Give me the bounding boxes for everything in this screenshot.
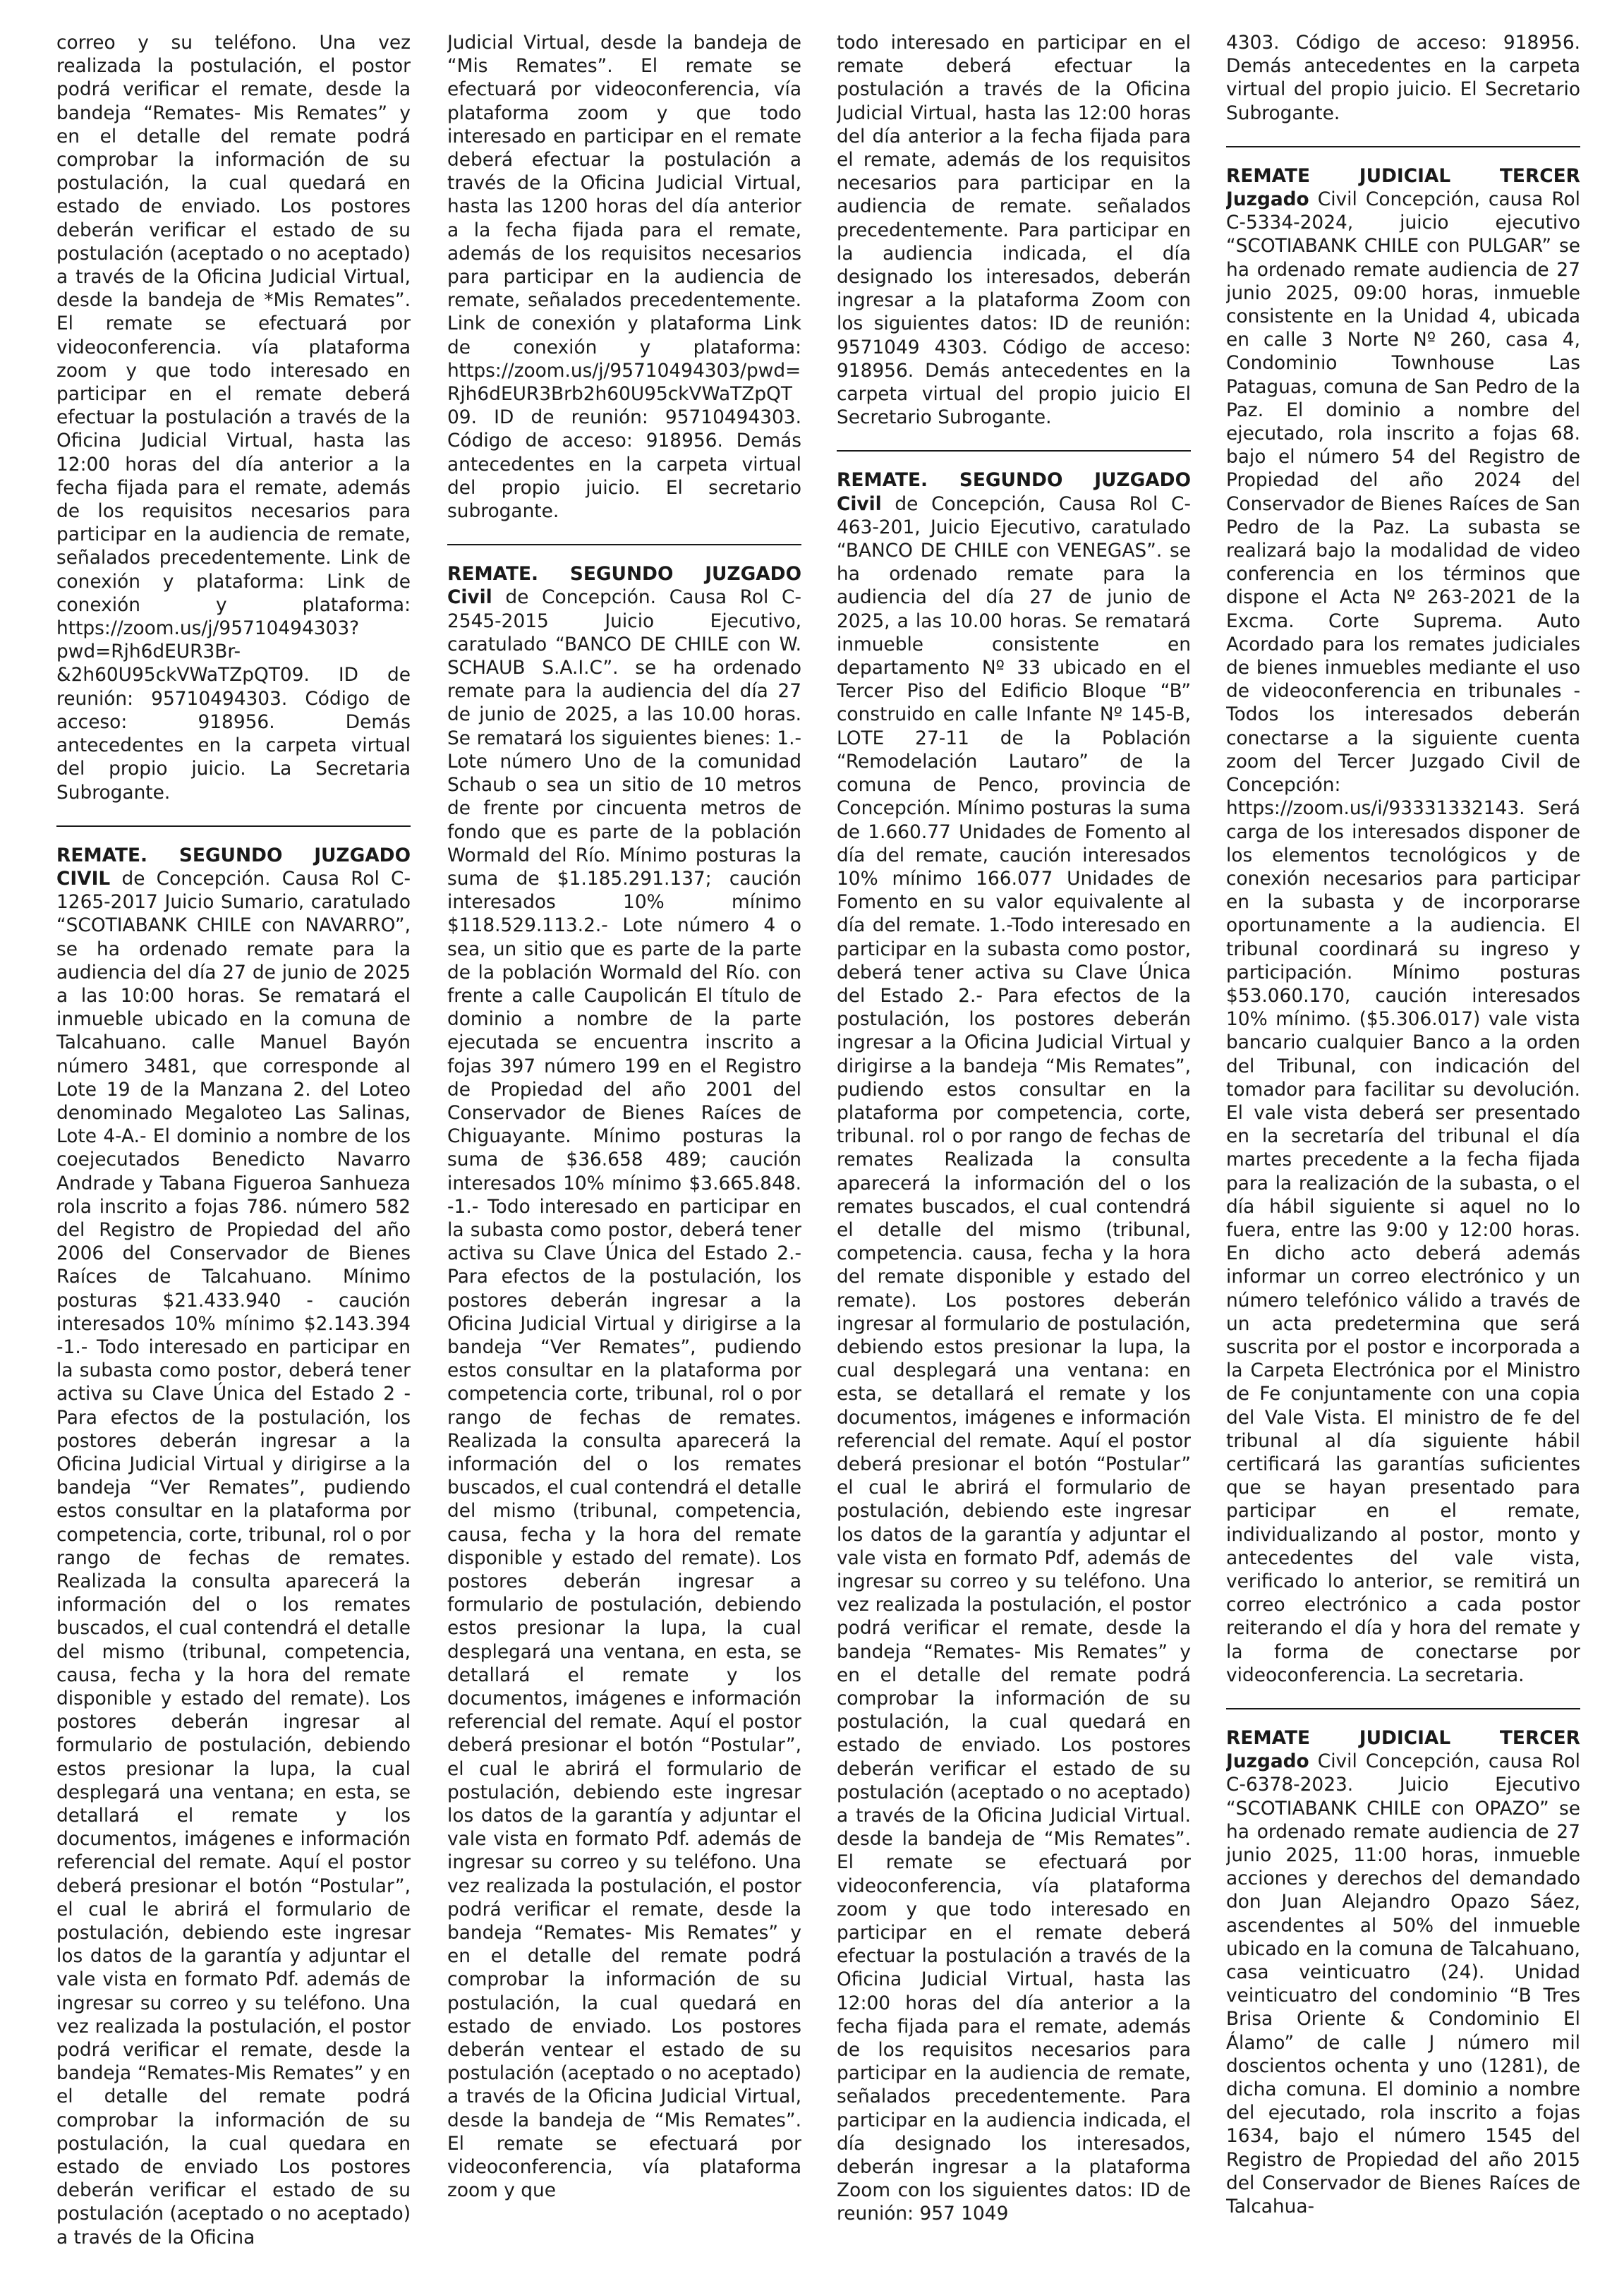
notice-body: Civil Concepción, causa Rol C-5334-2024, juicio ejecutivo “SCOTIABANK CHILE con PULGAR” se ha ordenado remate audiencia de 27 junio 2025, 09:00 horas, inmueble consistente en la Unidad 4, ubicada en calle 3 Norte Nº 260, casa 4, Condominio Townhouse Las Pataguas, comuna de San Pedro de la Paz. El dominio a nombre del ejecutado, rola inscrito a fojas 68. bajo el número 54 del Registro de Propiedad del año 2024 del Conservador de Bienes Raíces de San Pedro de la Paz. La subasta se realizará bajo la modalidad de video conferencia en los términos que dispone el Acta Nº 263-2021 de la Excma. Corte Suprema. Auto Acordado para los remates judiciales de bienes inmuebles mediante el uso de videoconferencia en tribunales - Todos los interesados deberán conectarse a la siguiente cuenta zoom del Tercer Juzgado Civil de Concepción: https://zoom.us/i/93331332143. Será carga de los interesados disponer de los elementos tecnológicos y de conexión necesarios para participar en la subasta y de incorporarse oportunamente a la audiencia. El tribunal coordinará su ingreso y participación. Mínimo posturas $53.060.170, caución interesados 10% mínimo. ($5.306.017) vale vista bancario cualquier Banco a la orden del Tribunal, con indicación del tomador para facilitar su devolución. El vale vista deberá ser presentado en la secretaría del tribunal el día martes precedente a la fecha fijada para la realización de la subasta, o el día hábil siguiente si aquel no lo fuera, entre las 9:00 y 12:00 horas. En dicho acto deberá además informar un correo electrónico y un número telefónico válido a través de un acta predetermina que será suscrita por el postor e incorporada a la Carpeta Electrónica por el Ministro de Fe conjuntamente con una copia del Vale Vista. El ministro de fe del tribunal al día siguiente hábil certificará las garantías suficientes que se hayan presentado para participar en el remate, individualizando al postor, monto y antecedentes del vale vista, verificado lo anterior, se remitirá un correo electrónico a cada postor reiterando el día y hora del remate y la forma de conectarse por videoconferencia. La secretaria.	[1226, 188, 1580, 1686]
notice-heading: REMATE. SEGUNDO JUZGADO Civil	[837, 469, 1191, 515]
notice-body: 4303. Código de acceso: 918956. Demás antecedentes en la carpeta virtual del propio juicio. El Secretario Subrogante.	[1226, 32, 1580, 124]
notice-heading: REMATE. SEGUNDO JUZGADO Civil	[447, 563, 801, 609]
notice-continuation	[447, 31, 801, 523]
column-2	[447, 31, 801, 2279]
notice-remate-venegas	[837, 468, 1191, 2225]
divider-rule	[447, 544, 801, 545]
divider-rule	[1226, 146, 1580, 147]
notice-body: de Concepción, Causa Rol C-463-201, Juicio Ejecutivo, caratulado “BANCO DE CHILE con VENEGAS”. se ha ordenado remate para la audiencia del día 27 de junio de 2025, a las 10.00 horas. Se rematará inmueble consistente en departamento Nº 33 ubicado en el Tercer Piso del Edificio Bloque “B” construido en calle Infante Nº 145-B, LOTE 27-11 de la Población “Remodelación Lautaro” de la comuna de Penco, provincia de Concepción. Mínimo posturas la suma de 1.660.77 Unidades de Fomento al día del remate, caución interesados 10% mínimo 166.077 Unidades de Fomento en su valor equivalente al día del remate. 1.-Todo interesado en participar en la subasta como postor, deberá tener activa su Clave Única del Estado 2.- Para efectos de la postulación, los postores deberán ingresar a la Oficina Judicial Virtual y dirigirse a la bandeja “Mis Remates”, pudiendo estos consultar en la plataforma por competencia, corte, tribunal. rol o por rango de fechas de remates Realizada la consulta aparecerá la información del o los remates buscados, el cual contendrá el detalle del mismo (tribunal, competencia. causa, fecha y la hora del remate disponible y estado del remate). Los postores deberán ingresar al formulario de postulación, debiendo estos presionar la lupa, la cual desplegará una ventana: en esta, se detallará el remate y los documentos, imágenes e información referencial del remate. Aquí el postor deberá presionar el botón “Postular” el cual le abrirá el formulario de postulación, debiendo este ingresar los datos de la garantía y adjuntar el vale vista en formato Pdf, además de ingresar su correo y su teléfono. Una vez realizada la postulación, el postor podrá verificar el remate, desde la bandeja “Remates- Mis Remates” y en el detalle del remate podrá comprobar la información de su postulación, la cual quedará en estado de enviado. Los postores deberán verificar el estado de su postulación (aceptado o no aceptado) a través de la Oficina Judicial Virtual. desde la bandeja de “Mis Remates”. El remate se efectuará por videoconferencia, vía plataforma zoom y que todo interesado en participar en el remate deberá efectuar la postulación a través de la Oficina Judicial Virtual, hasta las 12:00 horas del día anterior a la fecha fijada para el remate, además de los requisitos necesarios para participar en la audiencia de remate, señalados precedentemente. Para participar en la audiencia indicada, el día designado los interesados, deberán ingresar a la plataforma Zoom con los siguientes datos: ID de reunión: 957 1049	[837, 492, 1191, 2225]
column-4	[1226, 31, 1580, 2279]
notice-body: todo interesado en participar en el remate deberá efectuar la postulación a través de la Oficina Judicial Virtual, hasta las 12:00 horas del día anterior a la fecha fijada para el remate, además de los requisitos necesarios para participar en la audiencia de remate. señalados precedentemente. Para participar en la audiencia indicada, el día designado los interesados, deberán ingresar a la plataforma Zoom con los siguientes datos: ID de reunión: 9571049 4303. Código de acceso: 918956. Demás antecedentes en la carpeta virtual del propio juicio El Secretario Subrogante.	[837, 32, 1191, 429]
column-1	[56, 31, 411, 2279]
divider-rule	[1226, 1708, 1580, 1709]
notice-remate-schaub	[447, 562, 801, 2202]
notice-body: de Concepción. Causa Rol C-1265-2017 Juicio Sumario, caratulado “SCOTIABANK CHILE con NAVARRO”, se ha ordenado remate para la audiencia del día 27 de junio de 2025 a las 10:00 horas. Se rematará el inmueble ubicado en la comuna de Talcahuano. calle Manuel Bayón número 3481, que corresponde al Lote 19 de la Manzana 2. del Loteo denominado Megaloteo Las Salinas, Lote 4-A.- El dominio a nombre de los coejecutados Benedicto Navarro Andrade y Tabana Figueroa Sanhueza rola inscrito a fojas 786. número 582 del Registro de Propiedad del año 2006 del Conservador de Bienes Raíces de Talcahuano. Mínimo posturas $21.433.940 - caución interesados 10% mínimo $2.143.394 -1.- Todo interesado en participar en la subasta como postor, deberá tener activa su Clave Única del Estado 2 -Para efectos de la postulación, los postores deberán ingresar a la Oficina Judicial Virtual y dirigirse a la bandeja “Ver Remates”, pudiendo estos consultar en la plataforma por competencia, corte, tribunal, rol o por rango de fechas de remates. Realizada la consulta aparecerá la información del o los remates buscados, el cual contendrá el detalle del mismo (tribunal, competencia, causa, fecha y la hora del remate disponible y estado del remate). Los postores deberán ingresar al formulario de postulación, debiendo estos presionar la lupa, la cual desplegará una ventana; en esta, se detallará el remate y los documentos, imágenes e información referencial del remate. Aquí el postor deberá presionar el botón “Postular”, el cual le abrirá el formulario de postulación, debiendo este ingresar los datos de la garantía y adjuntar el vale vista en formato Pdf. además de ingresar su correo y su teléfono. Una vez realizada la postulación, el postor podrá verificar el remate, desde la bandeja “Remates-Mis Remates” y en el detalle del remate podrá comprobar la información de su postulación, la cual quedara en estado de enviado Los postores deberán verificar el estado de su postulación (aceptado o no aceptado) a través de la Oficina	[56, 867, 411, 2248]
notice-continuation	[56, 31, 411, 804]
notice-body: Judicial Virtual, desde la bandeja de “Mis Remates”. El remate se efectuará por videoconferencia, vía plataforma zoom y que todo interesado en participar en el remate deberá efectuar la postulación a través de la Oficina Judicial Virtual, hasta las 1200 horas del día anterior a la fecha fijada para el remate, además de los requisitos necesarios para participar en la audiencia de remate, señalados precedentemente. Link de conexión y plataforma Link de conexión y plataforma: https://zoom.us/j/95710494303/pwd=Rjh6dEUR3Brb2h60U95ckVWaTZpQT09. ID de reunión: 95710494303. Código de acceso: 918956. Demás antecedentes en la carpeta virtual del propio juicio. El secretario subrogante.	[447, 32, 801, 523]
notice-remate-opazo	[1226, 1726, 1580, 2218]
notice-heading: REMATE. SEGUNDO JUZGADO CIVIL	[56, 844, 411, 890]
notice-heading: REMATE JUDICIAL TERCER Juzgado	[1226, 164, 1580, 211]
notice-body: de Concepción. Causa Rol C-2545-2015 Juicio Ejecutivo, caratulado “BANCO DE CHILE con W. SCHAUB S.A.I.C”. se ha ordenado remate para la audiencia del día 27 de junio de 2025, a las 10.00 horas. Se rematará los siguientes bienes: 1.- Lote número Uno de la comunidad Schaub o sea un sitio de 10 metros de frente por cincuenta metros de fondo que es parte de la población Wormald del Río. Mínimo posturas la suma de $1.185.291.137; caución interesados 10% mínimo $118.529.113.2.- Lote número 4 o sea, un sitio que es parte de la parte de la población Wormald del Río. con frente a calle Caupolicán El título de dominio a nombre de la parte ejecutada se encuentra inscrito a fojas 397 número 199 en el Registro de Propiedad del año 2001 del Conservador de Bienes Raíces de Chiguayante. Mínimo posturas la suma de $36.658 489; caución interesados 10% mínimo $3.665.848. -1.- Todo interesado en participar en la subasta como postor, deberá tener activa su Clave Única del Estado 2.- Para efectos de la postulación, los postores deberán ingresar a la Oficina Judicial Virtual y dirigirse a la bandeja “Ver Remates”, pudiendo estos consultar en la plataforma por competencia corte, tribunal, rol o por rango de fechas de remates. Realizada la consulta aparecerá la información del o los remates buscados, el cual contendrá el detalle del mismo (tribunal, competencia, causa, fecha y la hora del remate disponible y estado del remate). Los postores deberán ingresar a formulario de postulación, debiendo estos presionar la lupa, la cual desplegará una ventana, en esta, se detallará el remate y los documentos, imágenes e información referencial del remate. Aquí el postor deberá presionar el botón “Postular”, el cual le abrirá el formulario de postulación, debiendo este ingresar los datos de la garantía y adjuntar el vale vista en formato Pdf. además de ingresar su correo y su teléfono. Una vez realizada la postulación, el postor podrá verificar el remate, desde la bandeja “Remates- Mis Remates” y en el detalle del remate podrá comprobar la información de su postulación, la cual quedará en estado de enviado. Los postores deberán ventear el estado de su postulación (aceptado o no aceptado) a través de la Oficina Judicial Virtual, desde la bandeja de “Mis Remates”. El remate se efectuará por videoconferencia, vía plataforma zoom y que	[447, 586, 801, 2202]
column-3	[837, 31, 1191, 2279]
notice-remate-pulgar	[1226, 164, 1580, 1687]
notice-heading: REMATE JUDICIAL TERCER Juzgado	[1226, 1727, 1580, 1773]
notice-body: correo y su teléfono. Una vez realizada la postulación, el postor podrá verificar el remate, desde la bandeja “Remates- Mis Remates” y en el detalle del remate podrá comprobar la información de su postulación, la cual quedará en estado de enviado. Los postores deberán verificar el estado de su postulación (aceptado o no aceptado) a través de la Oficina Judicial Virtual, desde la bandeja de *Mis Remates”. El remate se efectuará por videoconferencia. vía plataforma zoom y que todo interesado en participar en el remate deberá efectuar la postulación a través de la Oficina Judicial Virtual, hasta las 12:00 horas del día anterior a la fecha fijada para el remate, además de los requisitos necesarios para participar en la audiencia de remate, señalados precedentemente. Link de conexión y plataforma: Link de conexión y plataforma: https://zoom.us/j/95710494303?pwd=Rjh6dEUR3Br-&2h60U95ckVWaTZpQT09. ID de reunión: 95710494303. Código de acceso: 918956. Demás antecedentes en la carpeta virtual del propio juicio. La Secretaria Subrogante.	[56, 32, 411, 804]
notice-continuation	[837, 31, 1191, 429]
divider-rule	[56, 825, 411, 827]
notice-continuation	[1226, 31, 1580, 125]
divider-rule	[837, 450, 1191, 452]
notice-body: Civil Concepción, causa Rol C-6378-2023. Juicio Ejecutivo “SCOTIABANK CHILE con OPAZO” se ha ordenado remate audiencia de 27 junio 2025, 11:00 horas, inmueble acciones y derechos del demandado don Juan Alejandro Opazo Sáez, ascendentes al 50% del inmueble ubicado en la comuna de Talcahuano, casa veinticuatro (24). Unidad veinticuatro del condominio “B Tres Brisa Oriente & Condominio El Álamo” de calle J número mil doscientos ochenta y uno (1281), de dicha comuna. El dominio a nombre del ejecutado, rola inscrito a fojas 1634, bajo el número 1545 del Registro de Propiedad del año 2015 del Conservador de Bienes Raíces de Talcahua-	[1226, 1750, 1580, 2218]
notice-remate-navarro	[56, 844, 411, 2249]
